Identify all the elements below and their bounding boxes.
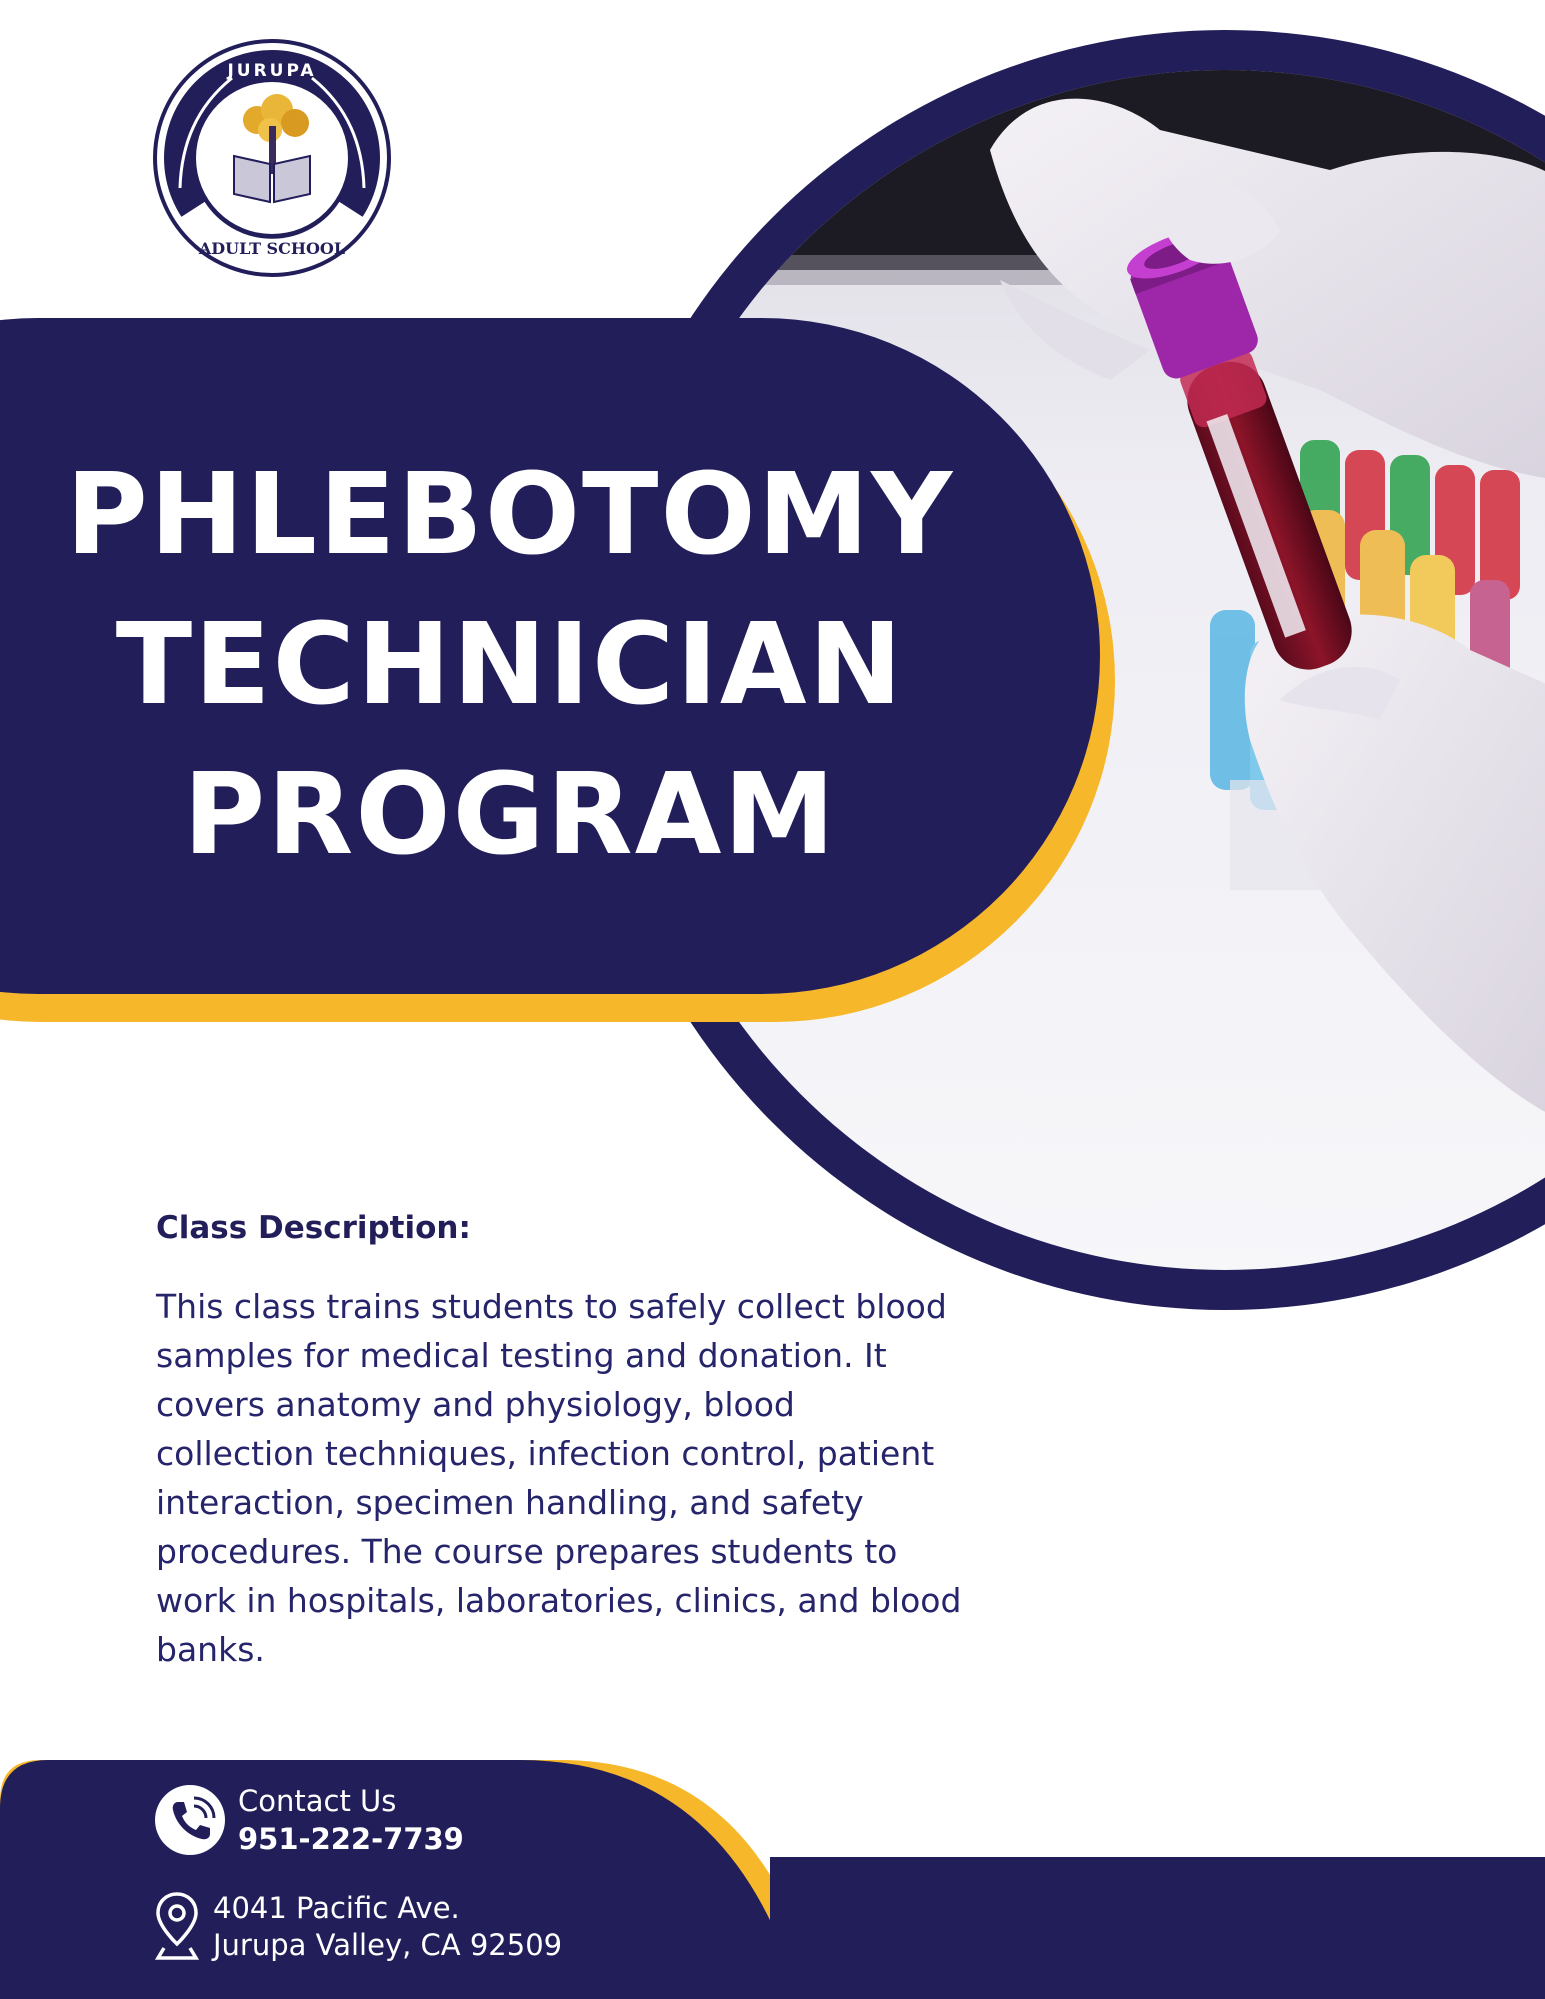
address-line-1: 4041 Pacific Ave. bbox=[213, 1891, 460, 1925]
description-line: interaction, specimen handling, and safety bbox=[156, 1483, 864, 1522]
address bbox=[213, 1890, 562, 1964]
title-line-3: PROGRAM bbox=[183, 750, 837, 880]
description-line: procedures. The course prepares students to bbox=[156, 1532, 898, 1571]
contact-label: Contact Us bbox=[238, 1784, 397, 1818]
title-line-1: PHLEBOTOMY bbox=[65, 450, 955, 580]
description-heading: Class Description: bbox=[156, 1210, 471, 1246]
logo-top-text: JURUPA bbox=[227, 61, 317, 81]
description-line: work in hospitals, laboratories, clinics, and blood bbox=[156, 1581, 962, 1620]
page-title bbox=[30, 440, 990, 890]
phone-icon bbox=[154, 1784, 226, 1856]
description-line: This class trains students to safely collect blood bbox=[156, 1287, 947, 1326]
description-line: collection techniques, infection control, patient bbox=[156, 1434, 935, 1473]
address-line-2: Jurupa Valley, CA 92509 bbox=[213, 1928, 563, 1962]
title-line-2: TECHNICIAN bbox=[115, 600, 905, 730]
location-pin-icon bbox=[154, 1890, 200, 1962]
school-logo bbox=[152, 38, 392, 278]
description-line: covers anatomy and physiology, blood bbox=[156, 1385, 795, 1424]
footer-bar bbox=[770, 1857, 1545, 1999]
description-line: banks. bbox=[156, 1630, 265, 1669]
logo-bottom-text: ADULT SCHOOL bbox=[198, 239, 346, 258]
contact-phone-number[interactable]: 951-222-7739 bbox=[238, 1822, 464, 1856]
description-body bbox=[156, 1282, 1016, 1674]
description-line: samples for medical testing and donation. It bbox=[156, 1336, 887, 1375]
